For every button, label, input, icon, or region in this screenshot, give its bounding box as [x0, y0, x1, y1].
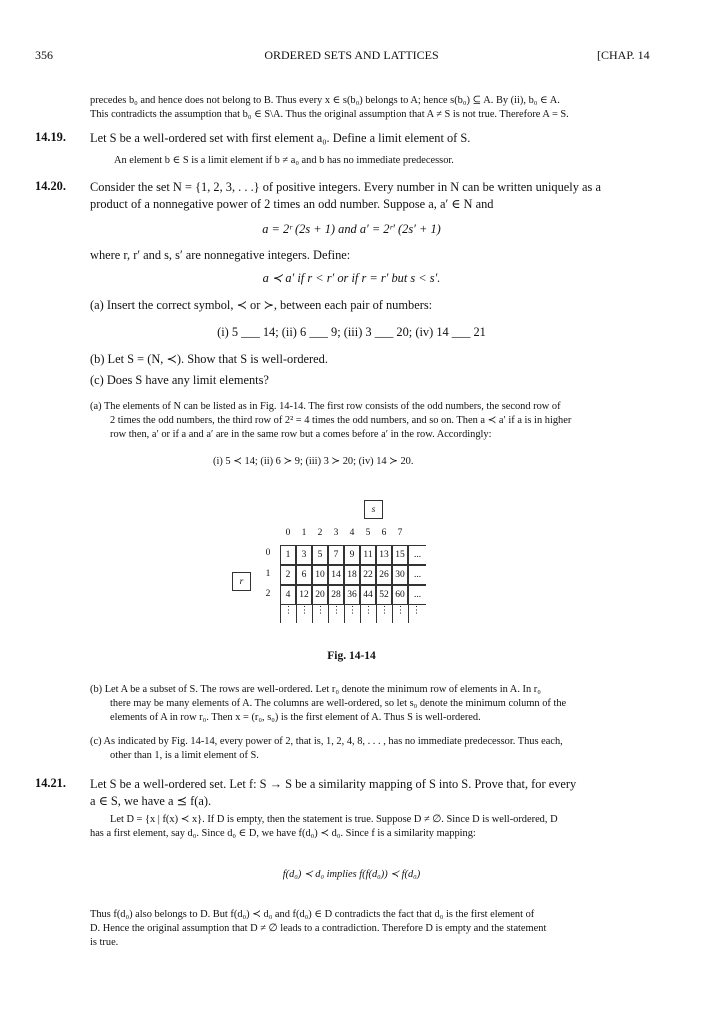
- grid-cell: 3: [296, 545, 312, 565]
- intro-line-2: This contradicts the assumption that b₀ ∈ S\A. Thus the original assumption that A ≠ S is not true. Therefore A = S.: [90, 109, 569, 120]
- equation-2: a ≺ a′ if r < r′ or if r = r′ but s < s′.: [262, 271, 441, 285]
- grid-cell: 44: [360, 585, 376, 605]
- pairs: (i) 5 ___ 14; (ii) 6 ___ 9; (iii) 3 ___ 20; (iv) 14 ___ 21: [217, 325, 486, 339]
- solution-b-line-3: elements of A in row r₀. Then x = (r₀, s₀) is the first element of A. Thus S is well-ordered.: [110, 712, 481, 723]
- grid-cell: 18: [344, 565, 360, 585]
- grid-cell: 60: [392, 585, 408, 605]
- grid-cell: 20: [312, 585, 328, 605]
- problem-number-1419: 14.19.: [35, 130, 66, 144]
- col-header: 2: [317, 528, 323, 538]
- grid-cell: 26: [376, 565, 392, 585]
- grid-continuation-dots: ⋮: [280, 605, 296, 623]
- grid-continuation-dots: ⋮: [296, 605, 312, 623]
- grid-continuation-dots: ⋮: [360, 605, 376, 623]
- page-number: 356: [35, 48, 53, 62]
- solution-c-line-1: (c) As indicated by Fig. 14-14, every power of 2, that is, 1, 2, 4, 8, . . . , has no immediate predecessor. Thus each,: [90, 736, 563, 747]
- grid-cell: 6: [296, 565, 312, 585]
- grid-cell: 52: [376, 585, 392, 605]
- grid-cell: 36: [344, 585, 360, 605]
- r-axis-label: r: [232, 572, 251, 591]
- solution-a-line-3: row then, a′ or if a and a′ are in the same row but a comes before a′ in the row. Accordingly:: [110, 429, 492, 440]
- col-header: 0: [285, 528, 291, 538]
- proof-line-2: has a first element, say d₀. Since d₀ ∈ D, we have f(d₀) ≺ d₀. Since f is a similarity mapping:: [90, 828, 476, 839]
- s-axis-label: s: [364, 500, 383, 519]
- row-header: 1: [265, 569, 271, 579]
- grid-cell: ...: [408, 545, 426, 565]
- grid-continuation-dots: ⋮: [328, 605, 344, 623]
- problem-number-1421: 14.21.: [35, 776, 66, 790]
- solution-c-line-2: other than 1, is a limit element of S.: [110, 750, 259, 761]
- grid-cell: ...: [408, 565, 426, 585]
- proof-line-1: Let D = {x | f(x) ≺ x}. If D is empty, then the statement is true. Suppose D ≠ ∅. Since D is well-ordered, D: [110, 814, 558, 825]
- grid-continuation-dots: ⋮: [392, 605, 408, 623]
- grid-cell: 15: [392, 545, 408, 565]
- grid-cell: 2: [280, 565, 296, 585]
- problem-1421-line-2: a ∈ S, we have a ⪯ f(a).: [90, 794, 212, 808]
- grid-cell: 30: [392, 565, 408, 585]
- grid-cell: 1: [280, 545, 296, 565]
- solution-b-line-2: there may be many elements of A. The columns are well-ordered, so let s₀ denote the minimum column of the: [110, 698, 567, 709]
- grid-cell: 22: [360, 565, 376, 585]
- grid-cell: 10: [312, 565, 328, 585]
- col-header: 4: [349, 528, 355, 538]
- equation-1: a = 2ʳ (2s + 1) and a′ = 2ʳ′ (2s′ + 1): [262, 222, 441, 236]
- grid-cell: 9: [344, 545, 360, 565]
- grid-cell: 5: [312, 545, 328, 565]
- grid-cell: 14: [328, 565, 344, 585]
- grid-continuation-dots: ⋮: [344, 605, 360, 623]
- col-header: 1: [301, 528, 307, 538]
- row-header: 0: [265, 548, 271, 558]
- problem-1421-line-1: Let S be a well-ordered set. Let f: S → S be a similarity mapping of S into S. Prove that, for every: [90, 777, 577, 791]
- running-title: ORDERED SETS AND LATTICES: [264, 48, 439, 62]
- col-header: 3: [333, 528, 339, 538]
- grid-cell: 28: [328, 585, 344, 605]
- grid-cell: ...: [408, 585, 426, 605]
- solution-a-line-2: 2 times the odd numbers, the third row of 2² = 4 times the odd numbers, and so on. Then a ≺ a′ if a is in higher: [110, 415, 572, 426]
- grid-continuation-dots: ⋮: [408, 605, 424, 623]
- proof-line-3: Thus f(d₀) also belongs to D. But f(d₀) ≺ d₀ and f(d₀) ∈ D contradicts the fact that d₀ is the first element of: [90, 909, 535, 920]
- problem-1420-line-2: product of a nonnegative power of 2 times an odd number. Suppose a, a′ ∈ N and: [90, 197, 494, 211]
- col-header: 7: [397, 528, 403, 538]
- part-a: (a) Insert the correct symbol, ≺ or ≻, between each pair of numbers:: [90, 298, 433, 312]
- grid-cell: 11: [360, 545, 376, 565]
- proof-line-5: is true.: [90, 937, 119, 948]
- proof-equation: f(d₀) ≺ d₀ implies f(f(d₀)) ≺ f(d₀): [282, 869, 421, 880]
- intro-line-1: precedes b₀ and hence does not belong to B. Thus every x ∈ s(b₀) belongs to A; hence s(b₀) ⊆ A. By (ii), b₀ ∈ A.: [90, 95, 560, 106]
- grid-cell: 13: [376, 545, 392, 565]
- col-header: 6: [381, 528, 387, 538]
- problem-1419-question: Let S be a well-ordered set with first element a₀. Define a limit element of S.: [90, 131, 471, 145]
- problem-number-1420: 14.20.: [35, 179, 66, 193]
- solution-b-line-1: (b) Let A be a subset of S. The rows are well-ordered. Let r₀ denote the minimum row of elements in A. In r₀: [90, 684, 541, 695]
- grid-continuation-dots: ⋮: [312, 605, 328, 623]
- solution-a-line-1: (a) The elements of N can be listed as in Fig. 14-14. The first row consists of the odd numbers, the second row of: [90, 401, 561, 412]
- grid-cell: 12: [296, 585, 312, 605]
- chapter-label: [CHAP. 14: [597, 48, 650, 62]
- grid-cell: 7: [328, 545, 344, 565]
- figure-caption: Fig. 14-14: [327, 650, 376, 662]
- solution-a-answers: (i) 5 ≺ 14; (ii) 6 ≻ 9; (iii) 3 ≻ 20; (iv) 14 ≻ 20.: [213, 456, 414, 467]
- problem-1419-answer: An element b ∈ S is a limit element if b ≠ a₀ and b has no immediate predecessor.: [114, 155, 454, 166]
- proof-line-4: D. Hence the original assumption that D ≠ ∅ leads to a contradiction. Therefore D is empty and the statement: [90, 923, 547, 934]
- problem-1420-line-1: Consider the set N = {1, 2, 3, . . .} of positive integers. Every number in N can be written uniquely as a: [90, 180, 601, 194]
- part-b: (b) Let S = (N, ≺). Show that S is well-ordered.: [90, 352, 328, 366]
- problem-1420-line-3: where r, r′ and s, s′ are nonnegative integers. Define:: [90, 248, 351, 262]
- col-header: 5: [365, 528, 371, 538]
- part-c: (c) Does S have any limit elements?: [90, 373, 269, 387]
- grid-continuation-dots: ⋮: [376, 605, 392, 623]
- grid-cell: 4: [280, 585, 296, 605]
- row-header: 2: [265, 589, 271, 599]
